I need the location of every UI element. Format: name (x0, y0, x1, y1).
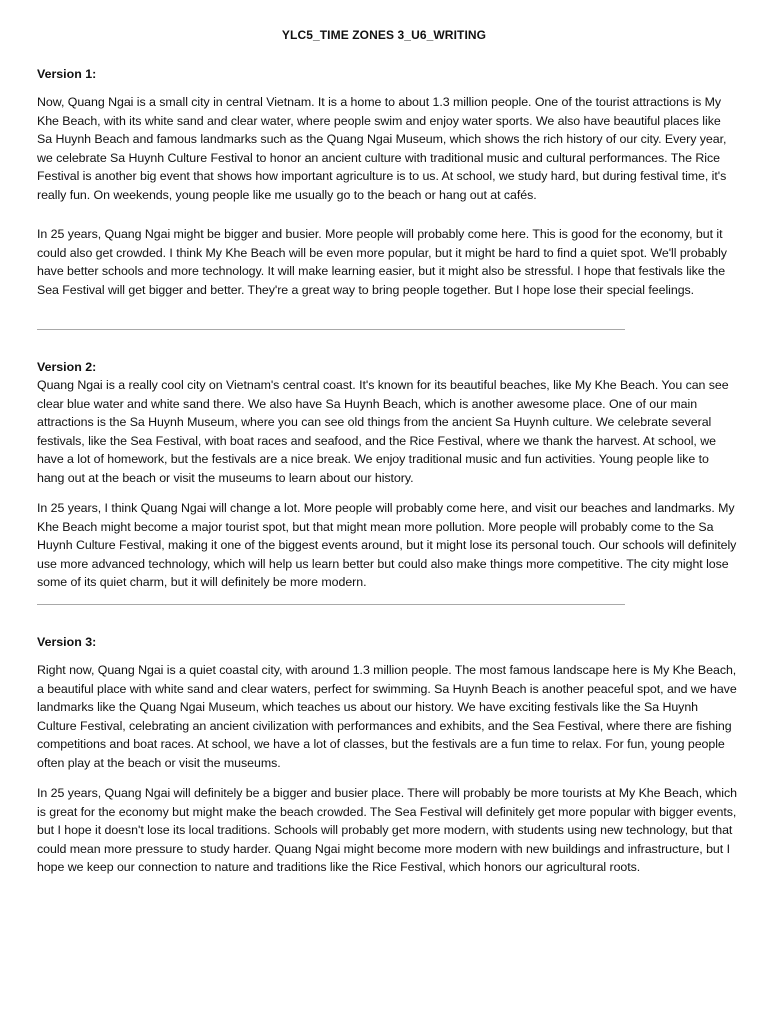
document-title: YLC5_TIME ZONES 3_U6_WRITING (281, 28, 487, 42)
version-3-paragraph-2: In 25 years, Quang Ngai will definitely be a bigger and busier place. There will probably be more tourists at My Khe Beach, which is great for the economy but might make the beach crowded. The Sea Festival will definitely get more popular with bigger events, but I hope it doesn't lose its local traditions. Schools will probably get more modern, with students using new technology, but that could mean more pressure to study harder. Quang Ngai might become more modern with new buildings and infrastructure, but I hope we keep our connection to nature and traditions like the Rice Festival, which honors our agricultural roots. (37, 786, 737, 875)
section-divider (37, 604, 625, 605)
version-1-heading: Version 1: (37, 67, 97, 81)
version-1-paragraph-1: Now, Quang Ngai is a small city in central Vietnam. It is a home to about 1.3 million people. One of the tourist attractions is My Khe Beach, with its white sand and clear water, where people swim and enjoy water sports. We also have beautiful places like Sa Huynh Beach and famous landmarks such as the Quang Ngai Museum, which shows the rich history of our city. Every year, we celebrate Sa Huynh Culture Festival to honor an ancient culture with traditional music and cultural performances. The Rice Festival is another big event that shows how important agriculture is to us. At school, we study hard, but during festival time, it's really fun. On weekends, young people like me usually go to the beach or hang out at cafés. (37, 95, 727, 202)
version-2-paragraph-1: Quang Ngai is a really cool city on Vietnam's central coast. It's known for its beautiful beaches, like My Khe Beach. You can see clear blue water and white sand there. We also have Sa Huynh Beach, which is another awesome place. One of our main attractions is the Sa Huynh Museum, where you can see old things from the ancient Sa Huynh culture. We celebrate several festivals, like the Sea Festival, with boat races and seafood, and the Rice Festival, where we thank the harvest. At school, we have a lot of homework, but the festivals are a nice break. We enjoy traditional music and fun activities. Young people like to hang out at the beach or visit the museums to learn about our history. (37, 378, 729, 485)
version-3-paragraph-1: Right now, Quang Ngai is a quiet coastal city, with around 1.3 million people. The most famous landscape here is My Khe Beach, a beautiful place with white sand and clear waters, perfect for swimming. Sa Huynh Beach is another peaceful spot, and we have landmarks like the Quang Ngai Museum, which teaches us about our history. We have exciting festivals like the Sa Huynh Culture Festival, celebrating an ancient civilization with performances and exhibits, and the Sea Festival, where there are fishing competitions and boat races. At school, we have a lot of classes, but the festivals are a fun time to relax. For fun, young people often play at the beach or visit the museums. (37, 663, 737, 770)
version-2-heading: Version 2: (37, 360, 97, 374)
version-2-paragraph-2: In 25 years, I think Quang Ngai will change a lot. More people will probably come here, and visit our beaches and landmarks. My Khe Beach might become a major tourist spot, but that might mean more pollution. More people will probably come to the Sa Huynh Culture Festival, making it one of the biggest events around, but it might lose its personal touch. Our schools will definitely use more advanced technology, which will help us learn better but could also make things more competitive. The city might lose some of its quiet charm, but it will definitely be more modern. (37, 501, 737, 590)
version-1-paragraph-2: In 25 years, Quang Ngai might be bigger and busier. More people will probably come here. This is good for the economy, but it could also get crowded. I think My Khe Beach will be even more popular, but it might be hard to find a quiet spot. We'll probably have better schools and more technology. It will make learning easier, but it might also be stressful. I hope that festivals like the Sea Festival will get bigger and better. They're a great way to bring people together. But I hope lose their special feelings. (37, 227, 727, 297)
section-divider (37, 329, 625, 330)
version-3-heading: Version 3: (37, 635, 97, 649)
